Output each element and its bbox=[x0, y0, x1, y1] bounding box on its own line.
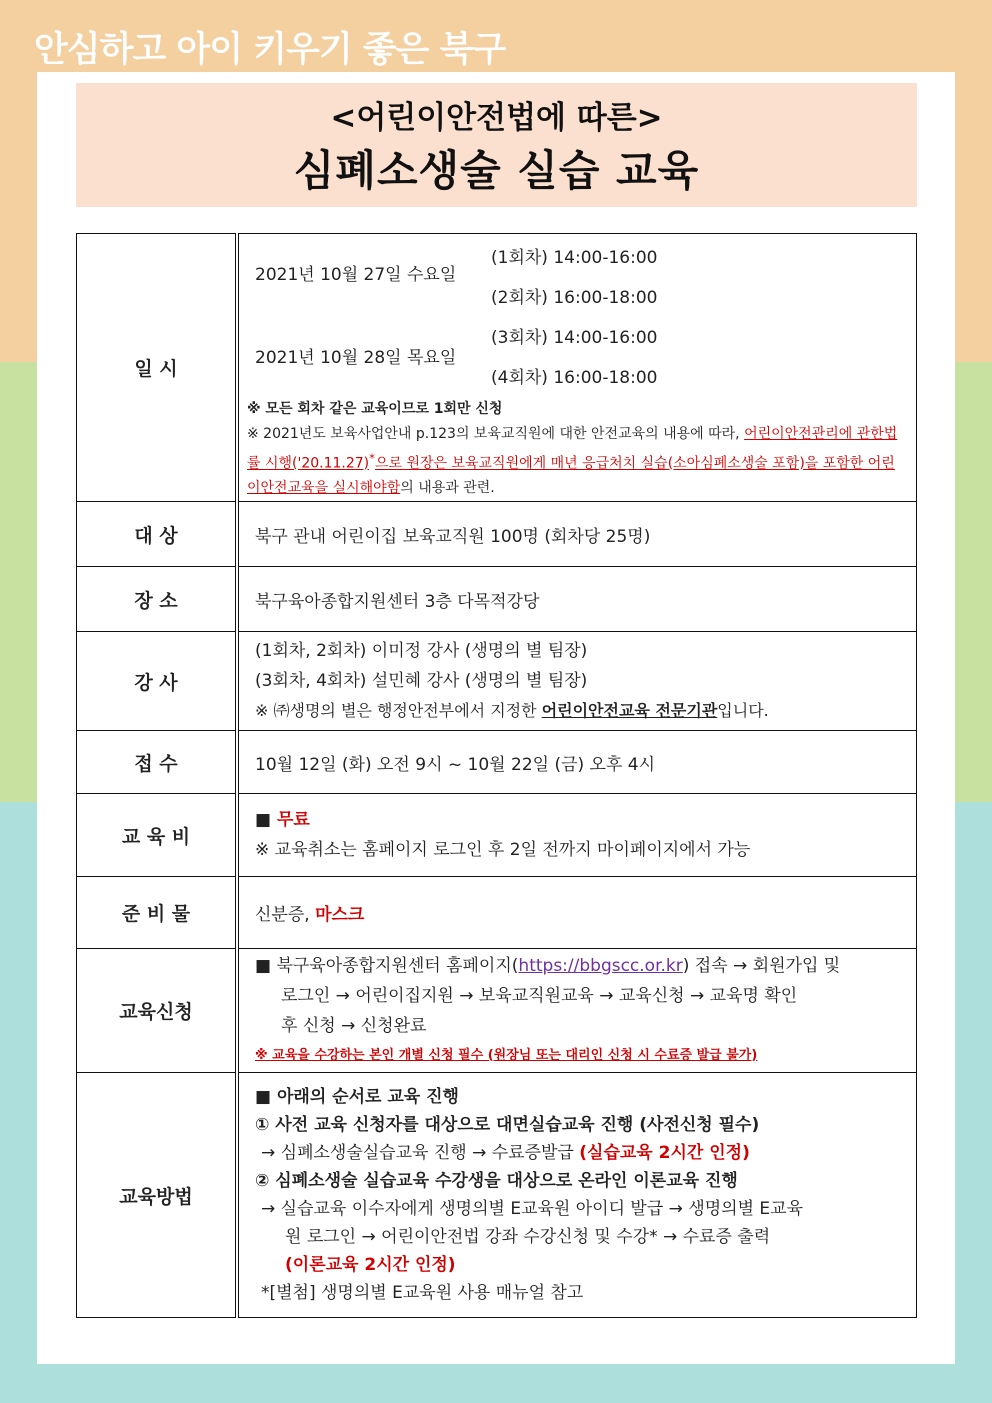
title-box bbox=[76, 83, 917, 207]
schedule-day-2: 2021년 10월 28일 목요일 bbox=[255, 348, 457, 369]
value-target: 북구 관내 어린이집 보육교직원 100명 (회차당 25명) bbox=[237, 502, 917, 567]
date-note-2-text: ※ 2021년도 보육사업안내 p.123의 보육교직원에 대한 안전교육의 내용에 따라, bbox=[247, 426, 745, 443]
apply-line-2: 로그인 → 어린이집지원 → 보육교직원교육 → 교육신청 → 교육명 확인 bbox=[281, 985, 798, 1006]
row-prep bbox=[77, 877, 917, 949]
instructor-note-agency: 어린이안전교육 전문기관 bbox=[541, 701, 718, 720]
apply-line-1 bbox=[255, 951, 904, 981]
value-prep bbox=[237, 877, 917, 949]
prep-mask: 마스크 bbox=[315, 905, 365, 925]
label-reception: 접 수 bbox=[77, 731, 238, 794]
value-place: 북구육아종합지원센터 3층 다목적강당 bbox=[237, 567, 917, 632]
instructor-note-tail: 입니다. bbox=[717, 701, 769, 720]
homepage-link[interactable]: https://bbgscc.or.kr bbox=[518, 955, 683, 976]
fee-bullet: ■ bbox=[255, 810, 277, 830]
apply-line-3: 후 신청 → 신청완료 bbox=[281, 1015, 427, 1036]
apply-note: ※ 교육을 수강하는 본인 개별 신청 필수 (원장님 또는 대리인 신청 시 수료증 발급 불가) bbox=[255, 1047, 758, 1063]
date-note-2 bbox=[247, 422, 908, 500]
label-method: 교육방법 bbox=[77, 1073, 238, 1318]
schedule-session-3: (3회차) 14:00-16:00 bbox=[491, 328, 658, 349]
method-line-4: ② 심폐소생술 실습교육 수강생을 대상으로 온라인 이론교육 진행 bbox=[255, 1171, 738, 1191]
method-line-3 bbox=[255, 1139, 904, 1167]
date-note-2-requirement: 으로 원장은 보육교직원에게 매년 응급처치 실습(소아심폐소생술 포함)을 포함한 어린이안전교육을 실시해야함 bbox=[247, 455, 895, 496]
row-instructor bbox=[77, 632, 917, 731]
method-line-6: 원 로그인 → 어린이안전법 강좌 수강신청 및 수강* → 수료증 출력 bbox=[285, 1227, 771, 1247]
row-date bbox=[77, 234, 917, 502]
prep-items: 신분증, bbox=[255, 905, 316, 925]
label-prep: 준 비 물 bbox=[77, 877, 238, 949]
fee-line bbox=[255, 805, 904, 835]
date-note-1: ※ 모든 회차 같은 교육이므로 1회만 신청 bbox=[247, 401, 503, 418]
info-table bbox=[76, 233, 917, 1318]
slogan: 안심하고 아이 키우기 좋은 북구 bbox=[34, 30, 506, 70]
instructor-note bbox=[255, 696, 904, 726]
fee-value: 무료 bbox=[276, 810, 310, 830]
value-apply bbox=[237, 949, 917, 1073]
schedule-session-2: (2회차) 16:00-18:00 bbox=[491, 288, 658, 309]
method-line-1: ■ 아래의 순서로 교육 진행 bbox=[255, 1087, 459, 1107]
instructor-line-2: (3회차, 4회차) 설민혜 강사 (생명의 별 팀장) bbox=[255, 671, 588, 691]
method-attachment-note: *[별첨] 생명의별 E교육원 사용 매뉴얼 참고 bbox=[261, 1283, 584, 1303]
value-fee bbox=[237, 794, 917, 877]
value-date bbox=[237, 234, 917, 502]
row-fee bbox=[77, 794, 917, 877]
date-note-2-star: * bbox=[369, 451, 375, 466]
date-note-2-law: 어린이안전관리에 관한법률 시행('20.11.27) bbox=[247, 426, 898, 472]
title-subtitle: <어린이안전법에 따른> bbox=[330, 100, 663, 136]
label-fee: 교 육 비 bbox=[77, 794, 238, 877]
value-instructor bbox=[237, 632, 917, 731]
method-theory-credit: (이론교육 2시간 인정) bbox=[285, 1255, 456, 1275]
method-line-3-text: → 심폐소생술실습교육 진행 → 수료증발급 bbox=[261, 1143, 580, 1163]
schedule-day-1: 2021년 10월 27일 수요일 bbox=[255, 265, 457, 286]
date-note-2-tail: 의 내용과 관련. bbox=[400, 479, 495, 496]
schedule-session-1: (1회차) 14:00-16:00 bbox=[491, 248, 658, 269]
schedule-block bbox=[255, 235, 904, 398]
apply-line-1-tail: ) 접속 → 회원가입 및 bbox=[682, 955, 841, 976]
row-target bbox=[77, 502, 917, 567]
method-practice-credit: (실습교육 2시간 인정) bbox=[579, 1143, 750, 1163]
label-place: 장 소 bbox=[77, 567, 238, 632]
label-instructor: 강 사 bbox=[77, 632, 238, 731]
row-apply bbox=[77, 949, 917, 1073]
row-reception bbox=[77, 731, 917, 794]
value-reception: 10월 12일 (화) 오전 9시 ~ 10월 22일 (금) 오후 4시 bbox=[237, 731, 917, 794]
method-line-2: ① 사전 교육 신청자를 대상으로 대면실습교육 진행 (사전신청 필수) bbox=[255, 1115, 760, 1135]
label-target: 대 상 bbox=[77, 502, 238, 567]
row-method bbox=[77, 1073, 917, 1318]
page-title: 심폐소생술 실습 교육 bbox=[293, 146, 700, 195]
apply-line-1-text: ■ 북구육아종합지원센터 홈페이지( bbox=[255, 955, 519, 976]
method-line-5: → 실습교육 이수자에게 생명의별 E교육원 아이디 발급 → 생명의별 E교육 bbox=[261, 1199, 803, 1219]
instructor-line-1: (1회차, 2회차) 이미정 강사 (생명의 별 팀장) bbox=[255, 641, 588, 661]
label-apply: 교육신청 bbox=[77, 949, 238, 1073]
schedule-session-4: (4회차) 16:00-18:00 bbox=[491, 368, 658, 389]
row-place bbox=[77, 567, 917, 632]
value-method bbox=[237, 1073, 917, 1318]
instructor-note-text: ※ ㈜생명의 별은 행정안전부에서 지정한 bbox=[255, 701, 542, 720]
label-date: 일 시 bbox=[77, 234, 238, 502]
fee-note: ※ 교육취소는 홈페이지 로그인 후 2일 전까지 마이페이지에서 가능 bbox=[255, 840, 751, 860]
